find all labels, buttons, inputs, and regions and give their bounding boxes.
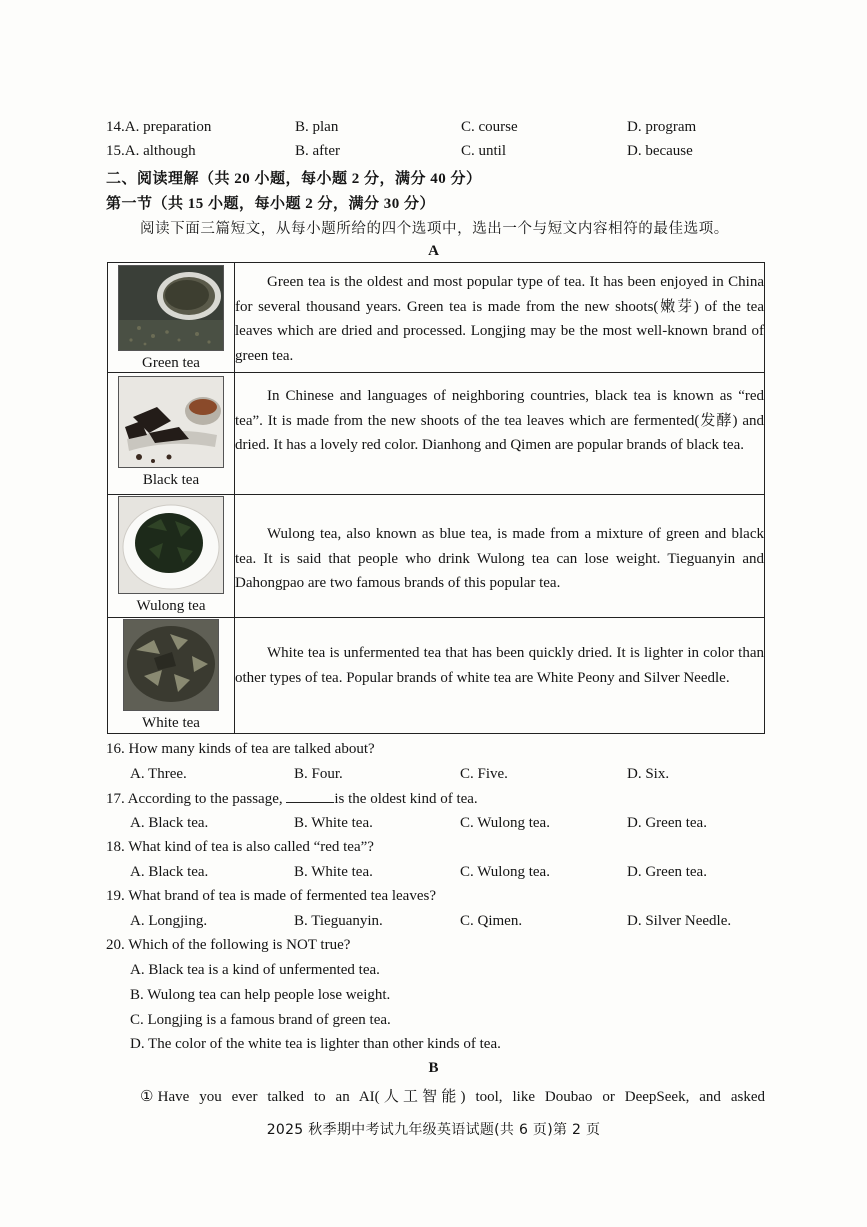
option-b: B. Four. (294, 766, 343, 782)
answer-blank (286, 790, 334, 803)
question-stem: 18. What kind of tea is also called “red tea”? (106, 839, 374, 855)
cloze-option-d: D. program (627, 119, 697, 135)
tea-row-wulong (108, 495, 765, 618)
option-c: C. Wulong tea. (460, 815, 550, 831)
option-d: D. Silver Needle. (627, 913, 732, 929)
green-tea-photo (118, 265, 224, 351)
tea-caption: Green tea (142, 355, 200, 371)
section-2-title: 二、阅读理解（共 20 小题，每小题 2 分，满分 40 分） (106, 171, 482, 187)
option-b: B. Tieguanyin. (294, 913, 383, 929)
question-stem: 19. What brand of tea is made of fermented tea leaves? (106, 888, 436, 904)
cloze-option-c: C. until (461, 143, 507, 159)
tea-row-green (108, 263, 765, 373)
tea-description: In Chinese and languages of neighboring countries, black tea is known as “red tea”. It is made from the new shoots of the tea leaves which are fermented(发酵) and dried. It has a lovely red color. Dianhong and Qimen are popular brands of black tea. (235, 373, 765, 495)
tea-description: Green tea is the oldest and most popular type of tea. It has been enjoyed in China for several thousand years. Green tea is made from the new shoots(嫩芽) of the tea leaves which are dried and processed. Longjing may be the most well-known brand of green tea. (235, 263, 765, 373)
option-a: A. Three. (130, 766, 187, 782)
instructions: 阅读下面三篇短文，从每小题所给的四个选项中，选出一个与短文内容相符的最佳选项。 (140, 221, 729, 237)
option-c: C. Five. (460, 766, 508, 782)
tea-caption: Black tea (142, 472, 200, 488)
option-a: A. Black tea. (130, 815, 209, 831)
white-tea-photo (123, 619, 219, 711)
passage-b-label: B (428, 1060, 439, 1076)
cloze-option-a: 14.A. preparation (106, 119, 212, 135)
cloze-option-c: C. course (461, 119, 518, 135)
page-footer: 2025 秋季期中考试九年级英语试题(共 6 页)第 2 页 (266, 1122, 601, 1138)
cloze-option-b: B. plan (295, 119, 339, 135)
option-a: A. Black tea is a kind of unfermented tea. (130, 962, 380, 978)
option-c: C. Longjing is a famous brand of green tea. (130, 1012, 391, 1028)
passage-a-label: A (428, 243, 439, 259)
tea-row-black (108, 373, 765, 495)
tea-photo-cell (108, 263, 235, 373)
option-d: D. The color of the white tea is lighter than other kinds of tea. (130, 1036, 501, 1052)
cloze-option-d: D. because (627, 143, 693, 159)
part-1-title: 第一节（共 15 小题，每小题 2 分，满分 30 分） (106, 196, 436, 212)
option-c: C. Qimen. (460, 913, 523, 929)
option-d: D. Green tea. (627, 815, 707, 831)
black-tea-photo (118, 376, 224, 468)
option-d: D. Green tea. (627, 864, 707, 880)
tea-caption: White tea (142, 715, 200, 731)
passage-b-first-line: ①Have you ever talked to an AI(人工智能) tool, like Doubao or DeepSeek, and asked (140, 1089, 765, 1105)
option-a: A. Longjing. (130, 913, 208, 929)
tea-table (107, 262, 765, 734)
tea-photo-cell (108, 495, 235, 618)
option-b: B. White tea. (294, 815, 373, 831)
wulong-tea-photo (118, 496, 224, 594)
question-stem: 20. Which of the following is NOT true? (106, 937, 351, 953)
tea-photo-cell (108, 618, 235, 734)
tea-caption: Wulong tea (136, 598, 206, 614)
cloze-option-b: B. after (295, 143, 340, 159)
tea-photo-cell (108, 373, 235, 495)
tea-description: Wulong tea, also known as blue tea, is made from a mixture of green and black tea. It is said that people who drink Wulong tea can lose weight. Tieguanyin and Dahongpao are two famous brands of this popular tea. (235, 495, 765, 618)
option-c: C. Wulong tea. (460, 864, 550, 880)
option-a: A. Black tea. (130, 864, 209, 880)
option-d: D. Six. (627, 766, 670, 782)
option-b: B. White tea. (294, 864, 373, 880)
question-stem: 17. According to the passage, is the oldest kind of tea. (106, 791, 478, 807)
question-stem: 16. How many kinds of tea are talked about? (106, 741, 375, 757)
tea-row-white (108, 618, 765, 734)
tea-description: White tea is unfermented tea that has been quickly dried. It is lighter in color than other types of tea. Popular brands of white tea are White Peony and Silver Needle. (235, 618, 765, 734)
option-b: B. Wulong tea can help people lose weight. (130, 987, 391, 1003)
cloze-option-a: 15.A. although (106, 143, 196, 159)
